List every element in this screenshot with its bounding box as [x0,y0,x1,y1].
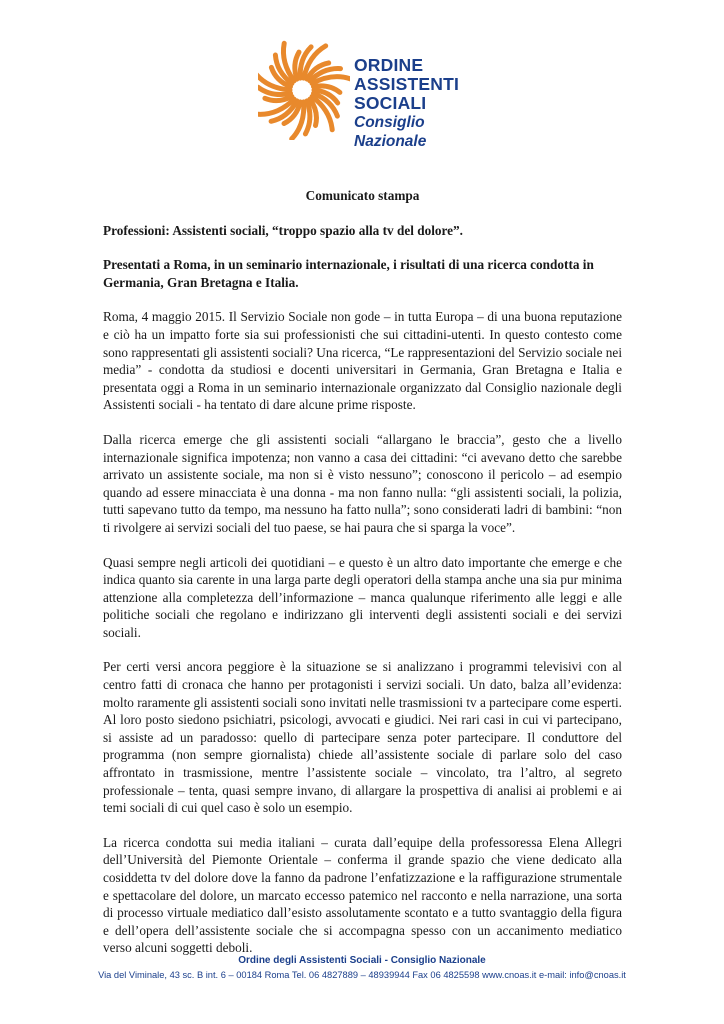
logo-line-3: SOCIALI [354,93,427,113]
logo-text [354,56,498,151]
sunburst-ray [265,97,292,101]
paragraph: Roma, 4 maggio 2015. Il Servizio Sociale non gode – in tutta Europa – di una buona reputazione e ciò ha un impatto forte sia sui professionisti che sui cittadini-utenti. In questo contesto come sono rappresentati gli assistenti sociali? Una ricerca, “Le rappresentazioni del Servizio sociale nei media” - condotta da studiosi e docenti universitari in Germania, Gran Bretagna e Italia e presentata oggi a Roma in un seminario internazionale organizzato dal Consiglio nazionale degli Assistenti sociali - ha tentato di dare alcune prime risposte. [103,309,622,413]
paragraph: La ricerca condotta sui media italiani – curata dall’equipe della professoressa Elena Allegri dell’Università del Piemonte Orientale – conferma il grande spazio che viene dedicato alla cosiddetta tv del dolore dove la fanno da padrone l’enfatizzazione e la raffigurazione strumentale e spettacolare del dolore, un marcato eccesso patemico nel racconto e nella narrazione, una sorta di processo virtuale mediatico dall’esisto assolutamente scontato e a tutto svantaggio della figura e dell’opera dell’assistente sociale che si accompagna spesso con un accanimento mediatico verso alcuni soggetti deboli. [103,834,622,956]
paragraph: Quasi sempre negli articoli dei quotidiani – e questo è un altro dato importante che emerge e che indica quanto sia carente in una larga parte degli operatori della stampa anche una sia pur minima attenzione alla completezza dell’informazione – manca qualunque riferimento alle leggi e alle politiche sociali che regolano e indirizzano gli interventi degli assistenti sociali e dei servizi sociali. [103,554,622,640]
press-release-body [103,187,622,974]
document-label: Comunicato stampa [305,188,420,203]
headline: Professioni: Assistenti sociali, “troppo spazio alla tv del dolore”. [103,222,463,238]
footer-organization: Ordine degli Assistenti Sociali - Consiglio Nazionale [238,955,486,966]
paragraph: Dalla ricerca emerge che gli assistenti sociali “allargano le braccia”, gesto che a livello internazionale significa impotenza; non vanno a casa dei cittadini: “ci avevano detto che sarebbe arrivato un assistente sociale, ma non si è visto nessuno”; conoscono il pericolo – ad esempio quando ad essere minacciata è una donna - ma non fanno nulla: “gli assistenti sociali, la polizia, tutti sapevano tutto da tempo, ma nessuno ha fatto nulla”; sono considerati ladri di bambini: “non ti rivolgere ai servizi sociali del tuo paese, se hai paura che si sparga la voce”. [103,431,622,535]
sunburst-ray [312,77,350,84]
page-footer [0,954,724,983]
footer-address: Via del Viminale, 43 sc. B int. 6 – 00184 Roma Tel. 06 4827889 – 48939944 Fax 06 4825598 www.cnoas.it e-mail: info@cnoas.it [98,970,626,980]
logo-line-2: ASSISTENTI [354,74,460,94]
sunburst-center [293,81,311,99]
logo-subtitle: Consiglio Nazionale [354,114,427,150]
sunburst-logo-icon [258,40,350,140]
subheadline: Presentati a Roma, in un seminario internazionale, i risultati di una ricerca condotta in Germania, Gran Bretagna e Italia. [103,257,594,290]
logo-line-1: ORDINE [354,55,424,75]
paragraph: Per certi versi ancora peggiore è la situazione se si analizzano i programmi televisivi con al centro fatti di cronaca che hanno per protagonisti i servizi sociali. Un dato, balza all’evidenza: molto raramente gli assistenti sociali sono invitati nelle trasmissioni tv a partecipare come esperti. Al loro posto siedono psichiatri, psicologi, avvocati e giudici. Nei rari casi in cui vi partecipano, si assiste ad un paradosso: quello di partecipare senza poter partecipare. Il conduttore del programma (non sempre giornalista) chiede all’assistente sociale di parlare solo del caso affrontato in trasmissione, mentre l’assistente sociale – vincolato, tra l’altro, al segreto professionale – tenta, quasi sempre invano, di allargare la prospettiva di analisi ai problemi e ai temi sociali di cui quel caso è solo un esempio. [103,659,622,816]
organization-logo [258,40,498,150]
